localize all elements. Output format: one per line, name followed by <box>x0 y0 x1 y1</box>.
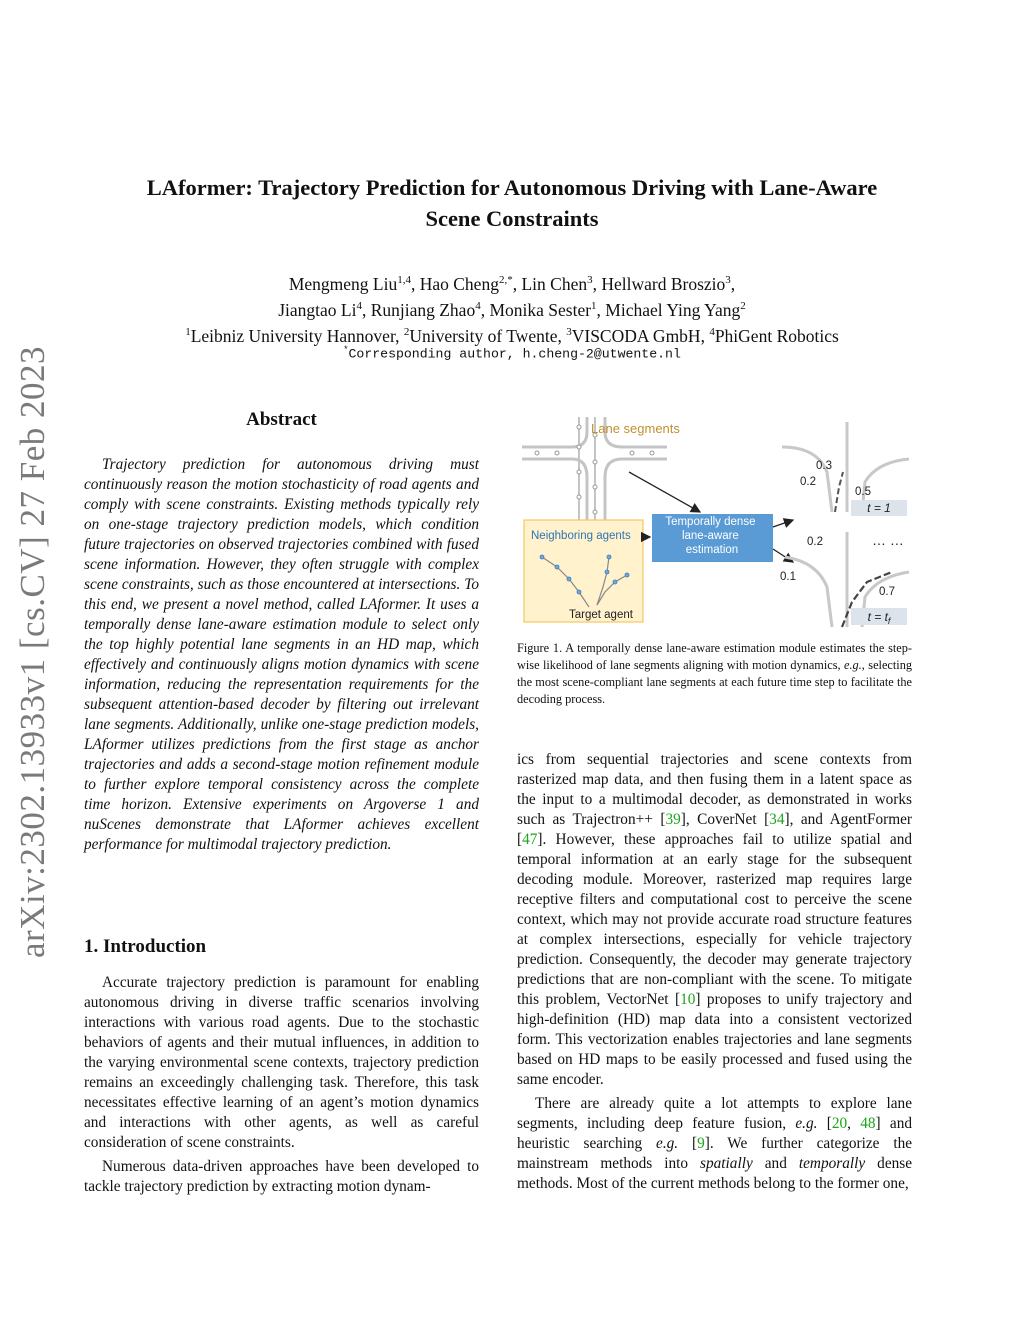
citation-link[interactable]: 39 <box>665 811 681 828</box>
paper-title <box>60 172 964 234</box>
author-name: Jiangtao Li <box>278 299 357 320</box>
affil-sup: 3 <box>566 325 572 338</box>
text-run: dense methods. Most of the current methods belong to the former one, <box>517 1155 912 1192</box>
arrow-map-to-module <box>629 472 700 512</box>
affiliation: PhiGent Robotics <box>714 325 839 346</box>
text-run: [ <box>678 1135 698 1152</box>
module-label-line-1: Temporally dense <box>665 516 756 528</box>
intro-paragraph-2: Numerous data-driven approaches have been developed to tackle trajectory prediction by extracting motion dynam- <box>84 1158 479 1195</box>
title-line-2: Scene Constraints <box>425 206 599 231</box>
author-sup: 3 <box>725 274 731 286</box>
tf-label-sub: f <box>887 616 891 626</box>
arxiv-stamp <box>8 345 58 959</box>
author-sup: 1 <box>591 299 597 312</box>
prob-top: 0.5 <box>855 486 871 498</box>
author-name: Hellward Broszio <box>601 273 726 294</box>
text-run: ], CoverNet [ <box>680 811 770 828</box>
citation-link[interactable]: 9 <box>697 1135 705 1152</box>
neighboring-agents-label: Neighboring agents <box>531 530 631 542</box>
author-name: Michael Ying Yang <box>605 299 741 320</box>
author-sup: 4 <box>475 299 481 312</box>
arrow-module-to-tf <box>773 549 793 562</box>
author-name: Monika Sester <box>489 299 592 320</box>
figure-1-caption <box>517 640 912 708</box>
citation-link[interactable]: 20 <box>831 1115 848 1132</box>
caption-text: e.g. <box>844 658 862 672</box>
intro-paragraph-3 <box>517 750 912 1090</box>
arxiv-id: arXiv:2302.13933v1 [cs.CV] 27 Feb 2023 <box>13 345 52 959</box>
affiliation-line: $^1$Leibniz University Hannover, $^2$University of Twente, $^3$VISCODA GmbH, $^4$PhiGent Robotics <box>185 325 839 346</box>
author-sup: 2 <box>740 299 746 312</box>
predicted-path-t1 <box>835 472 843 512</box>
author-sup: 2,* <box>498 274 513 286</box>
text-run: ]. However, these approaches fail to utilize spatial and temporal information at an early stage for the subsequent decoding module. Moreover, rasterized map requires large receptive filters and computational cost to perceive the scene context, which may not provide accurate road structure features at complex intersections, especially for vehicle trajectory prediction. Consequently, the decoder may generate trajectory predictions that are non-compliant with the scene. To mitigate this problem, VectorNet [ <box>517 831 912 1008</box>
prob-bottom: 0.7 <box>879 586 895 598</box>
author-name: Runjiang Zhao <box>370 299 476 320</box>
tf-label-text: t = t <box>867 610 888 624</box>
figure-1 <box>517 417 912 629</box>
author-line-1: Mengmeng Liu$^{1,4}$, Hao Cheng$^{2,*}$, Lin Chen$^3$, Hellward Broszio$^3$, <box>288 273 736 294</box>
author-sup: 1,4 <box>397 274 411 286</box>
title-line-1: LAformer: Trajectory Prediction for Autonomous Driving with Lane-Aware <box>146 175 878 200</box>
caption-text: Figure 1. A temporally dense lane-aware estimation module estimates the step-wise likelihood of lane segments aligning with motion dynamics, <box>517 641 912 672</box>
figure-1-svg <box>517 417 912 629</box>
citation-link[interactable]: 47 <box>522 831 538 848</box>
author-sup: 4 <box>356 299 362 312</box>
author-block <box>60 269 964 346</box>
text-run: , <box>847 1115 861 1132</box>
text-run: ] and heuristic searching <box>517 1115 912 1152</box>
prob-bottom: 0.1 <box>780 571 796 583</box>
affil-sup: 2 <box>403 325 410 338</box>
text-run: [ <box>817 1115 832 1132</box>
section-heading: 1. Introduction <box>84 936 207 957</box>
affil-sup: 1 <box>185 325 191 338</box>
text-run: ]. We further categorize the mainstream methods into <box>517 1135 913 1172</box>
caption-text: , selecting the most scene-compliant lane segments at each future time step to facilitate the decoding process. <box>517 658 912 706</box>
corresponding-sup: * <box>343 345 349 355</box>
author-name: Mengmeng Liu <box>288 273 398 294</box>
target-agent-label: Target agent <box>569 609 633 621</box>
citation-link[interactable]: 10 <box>680 991 696 1008</box>
module-label-line-2: lane-aware <box>681 530 739 542</box>
affiliation: Leibniz University Hannover <box>190 325 396 346</box>
abstract-text: Trajectory prediction for autonomous driving must continuously reason the motion stochasticity of road agents and comply with scene constraints. Existing methods typically rely on one-stage trajectory prediction models, which condition future trajectories on observed trajectories combined with fused scene information. However, they often struggle with complex scene constraints, such as those encountered at intersections. To this end, we present a novel method, called LAformer. It uses a temporally dense lane-aware estimation module to select only the top highly potential lane segments in an HD map, which effectively and continuously aligns motion dynamics with scene information, reducing the representation requirements for the subsequent attention-based decoder by filtering out irrelevant lane segments. Additionally, unlike one-stage prediction models, LAformer utilizes predictions from the first stage as anchor trajectories and adds a second-stage motion refinement module to further explore temporal consistency across the complete time horizon. Extensive experiments on Argoverse 1 and nuScenes demonstrate that LAformer achieves excellent performance for multimodal trajectory prediction. <box>84 456 479 853</box>
lane-segments-text: Lane segments <box>591 421 680 436</box>
citation-link[interactable]: 34 <box>769 811 785 828</box>
ellipsis: … … <box>872 532 904 548</box>
intro-paragraph-4 <box>517 1094 912 1194</box>
intro-right-column <box>517 750 912 1194</box>
prob-top: 0.3 <box>816 460 832 472</box>
citation-link[interactable]: 48 <box>860 1115 876 1132</box>
affiliation: VISCODA GmbH <box>571 325 701 346</box>
intersection-t1 <box>782 422 909 512</box>
author-line-2: Jiangtao Li$^4$, Runjiang Zhao$^4$, Monika Sester$^1$, Michael Ying Yang$^2$ <box>278 299 746 320</box>
text-run: There are already quite a lot attempts to explore lane segments, including deep feature fusion, <box>517 1095 912 1132</box>
abstract-heading: Abstract <box>246 409 317 430</box>
t1-label: t = 1 <box>867 501 891 515</box>
intro-paragraph-1: Accurate trajectory prediction is paramount for enabling autonomous driving in diverse traffic scenarios involving interactions with various road agents. Due to the stochastic behaviors of agents and their mutual influences, in addition to the varying environmental scene contexts, trajectory prediction remains an exceedingly challenging task. Therefore, this task necessitates effective learning of an agent’s motion dynamics and interactions with other agents, as well as careful consideration of scene constraints. <box>84 974 479 1151</box>
intro-left-column <box>84 973 479 1197</box>
lane-segments-label <box>591 421 680 436</box>
text-run: e.g. <box>795 1115 818 1132</box>
prob-bottom: 0.2 <box>807 536 823 548</box>
affil-sup: 4 <box>709 325 715 338</box>
module-label-line-3: estimation <box>685 544 739 556</box>
text-run: and <box>752 1155 799 1172</box>
affiliation: University of Twente <box>409 325 558 346</box>
text-run: ] proposes to unify trajectory and high-definition (HD) map data into a consistent vectorized form. This vectorization enables trajectories and lane segments based on HD maps to be easily processed and fused using the same encoder. <box>517 991 913 1088</box>
text-run: ], and AgentFormer [ <box>517 811 912 848</box>
author-sup: 3 <box>587 274 593 286</box>
text-run: temporally <box>798 1155 866 1172</box>
corresponding-author <box>60 345 964 361</box>
corresponding-text: Corresponding author, h.cheng-2@utwente.nl <box>348 346 681 362</box>
text-run: spatially <box>700 1155 753 1172</box>
author-name: Hao Cheng <box>419 273 499 294</box>
author-name: Lin Chen <box>521 273 588 294</box>
prob-top: 0.2 <box>800 476 816 488</box>
text-run: ics from sequential trajectories and scene contexts from rasterized map data, and then fusing them in a latent space as the input to a multimodal decoder, as demonstrated in works such as Trajectron++ [ <box>517 751 912 828</box>
text-run: e.g. <box>656 1135 679 1152</box>
arrow-module-to-t1 <box>773 520 793 527</box>
